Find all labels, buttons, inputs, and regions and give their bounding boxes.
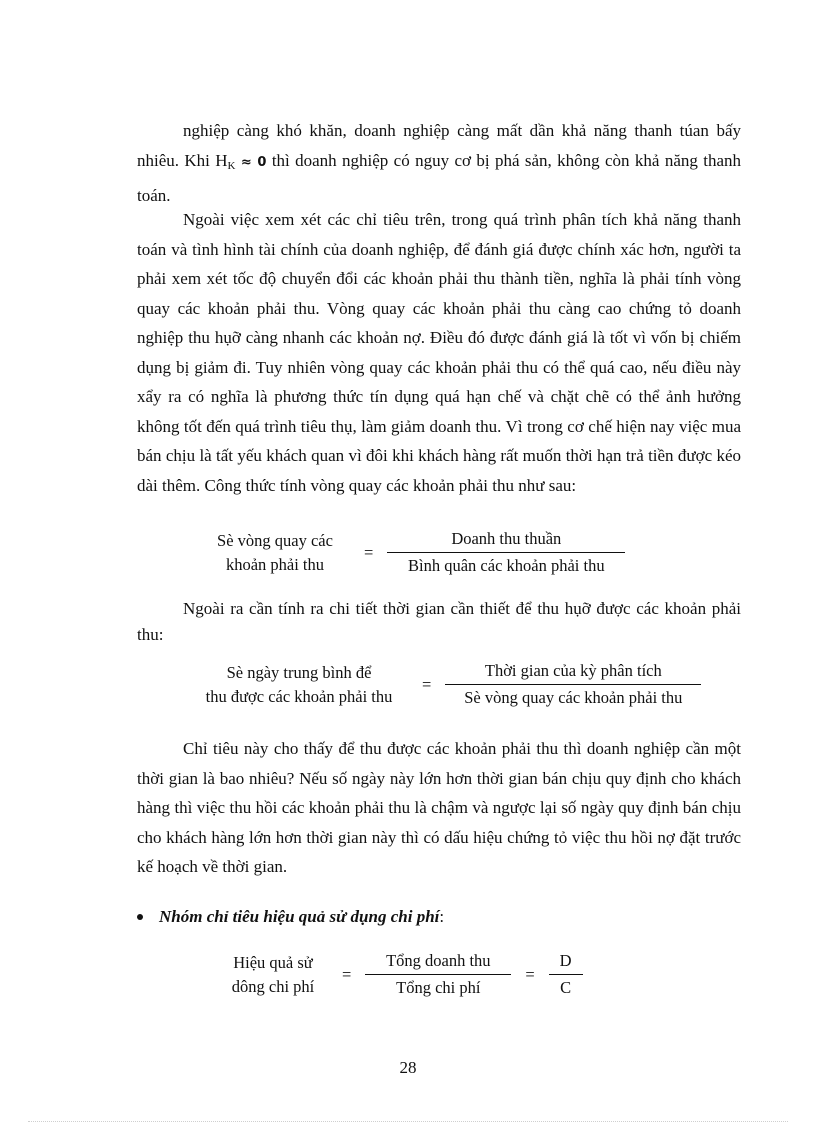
equals-sign-2: = [525,964,535,984]
equals-sign: = [422,674,432,694]
formula-1-fraction [387,528,625,577]
bullet-cost-efficiency [137,907,444,927]
formula-cost-efficiency [218,950,583,999]
subscript-k: K [227,159,236,172]
bullet-heading: Nhóm chỉ tiêu hiệu quả sử dụng chi phí [159,907,440,926]
denominator: Tổng chi phí [396,978,481,997]
paragraph-1 [137,116,741,211]
bullet-dot-icon [137,914,143,920]
page-number: 28 [399,1058,417,1077]
formula-1-label: Sè vòng quay các khoản phải thu [217,530,333,574]
paragraph-3 [137,596,741,648]
paragraph-4 [137,734,741,882]
equals-sign: = [364,542,374,562]
footer-divider [28,1121,788,1122]
short-numerator: D [549,950,583,975]
paragraph-1-text-cont: thì doanh nghiệp có nguy cơ bị phá sản, không còn khả năng thanh toán. [137,150,742,205]
paragraph-3-text: Ngoài ra cần tính ra chi tiết thời gian cần thiết để thu hụỡ được các khoản phải thu: [137,599,741,644]
numerator: Thời gian của kỳ phân tích [445,660,701,685]
equals-sign: = [342,964,352,984]
short-denominator: C [560,978,572,997]
paragraph-2 [137,205,741,500]
denominator: Sè vòng quay các khoản phải thu [464,688,683,707]
formula-receivables-turnover [200,528,625,577]
formula-2-fraction [445,660,701,709]
numerator: Doanh thu thuần [387,528,625,553]
paragraph-2-text: Ngoài việc xem xét các chỉ tiêu trên, trong quá trình phân tích khả năng thanh toán và tình hình tài chính của doanh nghiệp, để đánh giá được chính xác hơn, người ta phải xem xét tốc độ chuyển đổi các khoản phải thu thành tiền, nghĩa là phải tính vòng quay các khoản phải thu. Vòng quay các khoản phải thu càng cao chứng tỏ doanh nghiệp thu hụỡ càng nhanh các khoản nợ. Điều đó được đánh giá là tốt vì vốn bị chiếm dụng bị giảm đi. Tuy nhiên vòng quay các khoản phải thu có thể quá cao, nếu điều này xẩy ra có nghĩa là phương thức tín dụng quá hạn chế và chặt chẽ có thể ảnh hưởng không tốt đến quá trình tiêu thụ, làm giảm doanh thu. Vì trong cơ chế hiện nay việc mua bán chịu là tất yếu khách quan vì đôi khi khách hàng rất muốn thời hạn trả tiền được kéo dài thêm. Công thức tính vòng quay các khoản phải thu như sau: [137,210,741,495]
formula-2-label: Sè ngày trung bình để thu được các khoản phải thu [205,662,393,706]
paragraph-1-text: nghiệp càng khó khăn, doanh nghiệp càng mất dần khả năng thanh túan bấy nhiêu. Khi H [137,121,741,170]
formula-collection-days [190,660,701,709]
denominator: Bình quân các khoản phải thu [408,556,605,575]
approx-zero: ≈ 0 [240,154,267,170]
formula-3-label: Hiệu quả sử dông chi phí [231,952,315,996]
numerator: Tổng doanh thu [365,950,511,975]
bullet-suffix: : [439,907,445,926]
formula-3-short-fraction [549,950,583,999]
formula-3-fraction [365,950,511,999]
paragraph-4-text: Chỉ tiêu này cho thấy để thu được các khoản phải thu thì doanh nghiệp cần một thời gian là bao nhiêu? Nếu số ngày này lớn hơn thời gian bán chịu quy định cho khách hàng thì việc thu hồi các khoản phải thu là chậm và ngược lại số ngày quy định bán chịu cho khách hàng lớn hơn thời gian này thì có dấu hiệu chứng tỏ việc thu hồi nợ đặt trước kế hoạch về thời gian. [137,739,741,876]
